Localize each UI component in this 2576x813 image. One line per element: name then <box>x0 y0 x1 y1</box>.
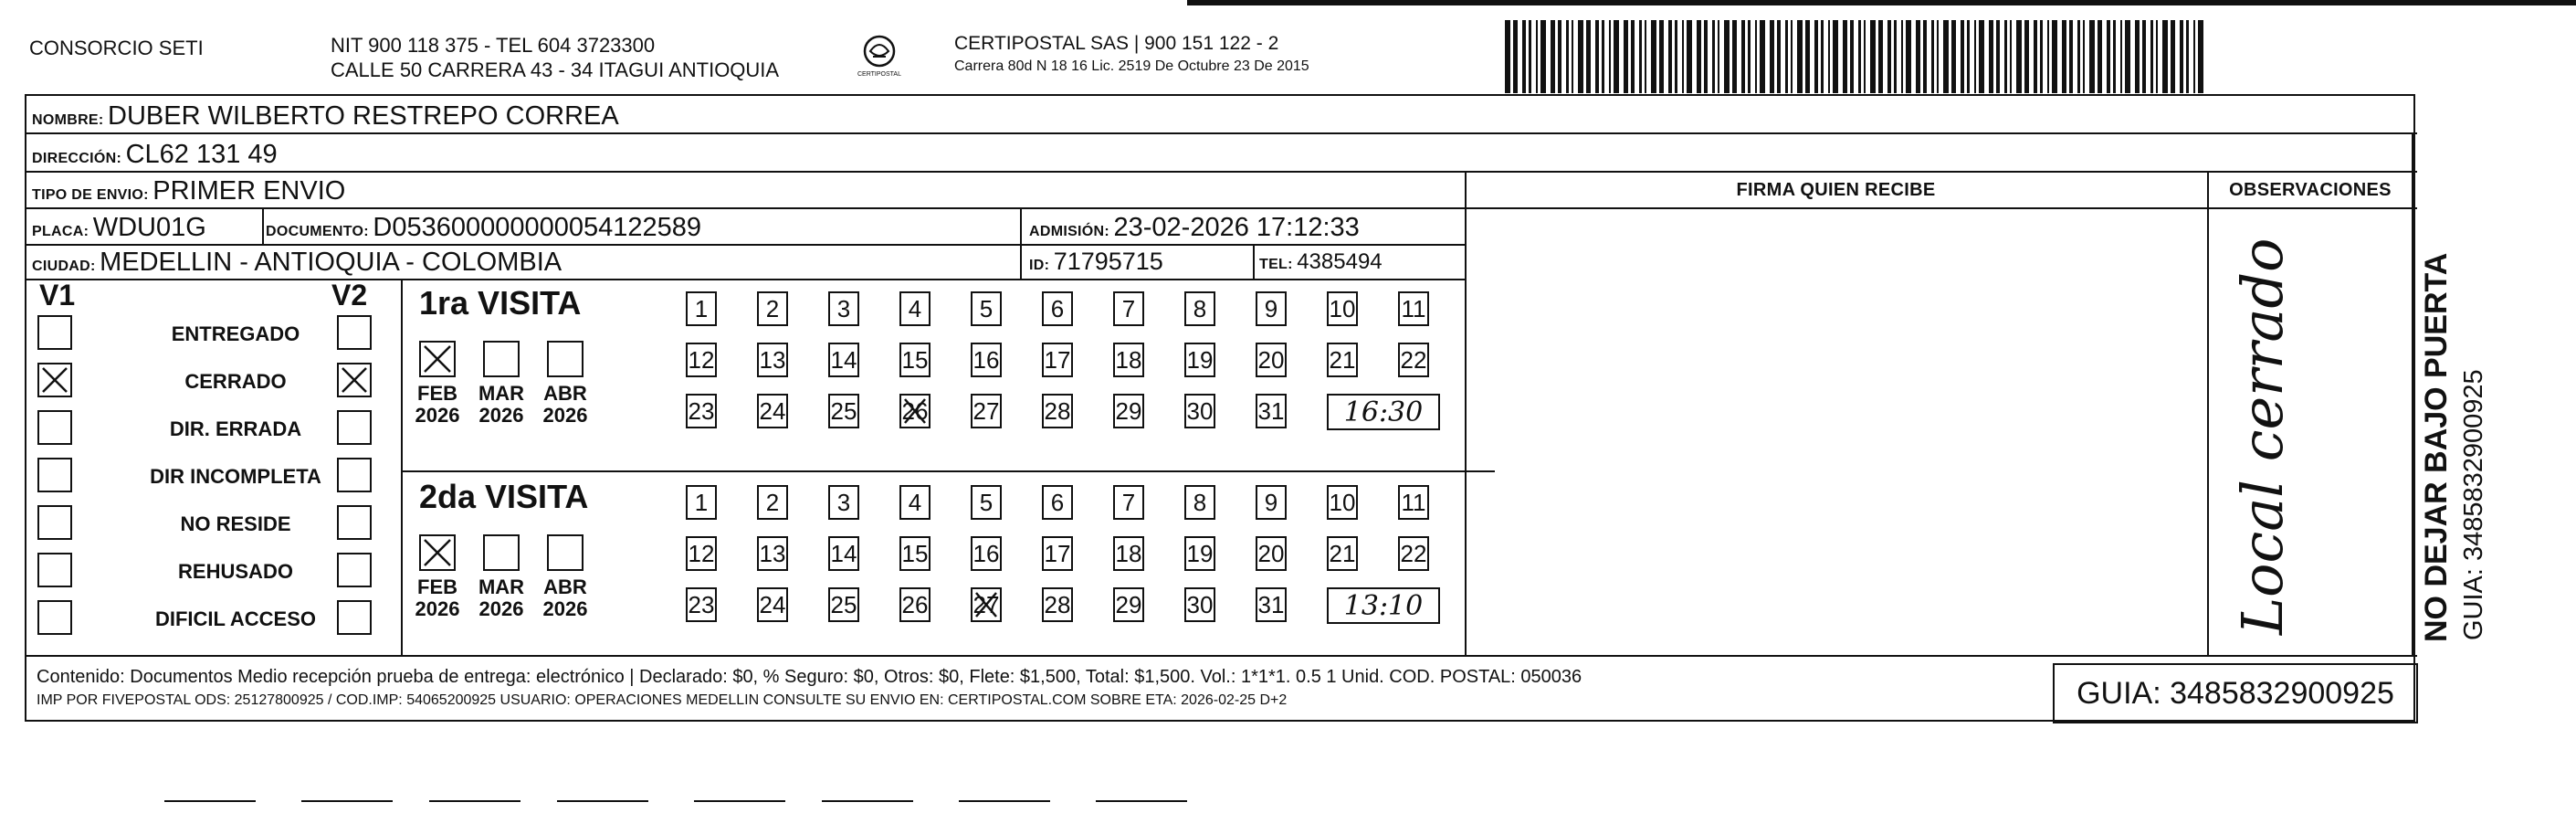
day-box[interactable] <box>1184 485 1215 520</box>
direccion-row <box>32 140 278 170</box>
day-number: 29 <box>1115 397 1142 425</box>
day-number: 5 <box>979 489 994 516</box>
day-box[interactable] <box>899 587 931 622</box>
col-divider <box>1253 244 1255 279</box>
v1-checkbox[interactable] <box>37 315 72 350</box>
firma-header: FIRMA QUIEN RECIBE <box>1736 180 1936 200</box>
day-box[interactable] <box>899 485 931 520</box>
top-edge-bar <box>1187 0 2576 5</box>
day-box[interactable] <box>1042 343 1073 377</box>
day-box[interactable] <box>1327 291 1358 326</box>
day-number: 26 <box>901 591 929 618</box>
day-number: 10 <box>1329 489 1356 516</box>
guia-number: GUIA: 3485832900925 <box>2053 663 2418 723</box>
col-divider <box>1020 244 1022 279</box>
day-box[interactable] <box>686 485 717 520</box>
month-year: 2026 <box>542 404 588 427</box>
day-box[interactable] <box>1256 343 1287 377</box>
month-year: 2026 <box>542 597 588 620</box>
day-number: 9 <box>1264 295 1278 322</box>
month-label <box>536 383 594 427</box>
day-number: 15 <box>901 346 929 374</box>
day-box[interactable] <box>1256 536 1287 571</box>
day-number: 21 <box>1329 540 1356 567</box>
day-box[interactable] <box>1113 536 1144 571</box>
day-number: 2 <box>765 489 780 516</box>
direccion-label: DIRECCIÓN: <box>32 151 122 166</box>
v1-checkbox[interactable] <box>37 363 72 397</box>
tel-label: TEL: <box>1259 257 1293 272</box>
day-number: 3 <box>836 489 851 516</box>
cut-line <box>1096 800 1187 802</box>
day-box[interactable] <box>828 394 859 428</box>
day-number: 19 <box>1186 540 1214 567</box>
day-number: 27 <box>973 397 1000 425</box>
day-number: 13 <box>759 346 786 374</box>
month-label <box>472 576 531 620</box>
day-box[interactable] <box>971 343 1002 377</box>
tipo-envio-row <box>32 176 345 206</box>
day-number: 4 <box>908 489 922 516</box>
day-box[interactable] <box>899 536 931 571</box>
day-box[interactable] <box>899 291 931 326</box>
day-number: 20 <box>1257 540 1285 567</box>
day-number: 18 <box>1115 540 1142 567</box>
day-number: 13 <box>759 540 786 567</box>
month-name: MAR <box>478 575 525 598</box>
v2-checkbox[interactable] <box>337 505 372 540</box>
month-name: ABR <box>543 575 587 598</box>
month-name: ABR <box>543 382 587 405</box>
status-label: DIR. ERRADA <box>169 417 302 440</box>
day-number: 4 <box>908 295 922 322</box>
v1-checkbox[interactable] <box>37 505 72 540</box>
logo-caption: CERTIPOSTAL <box>857 71 901 78</box>
day-box[interactable] <box>1042 536 1073 571</box>
tipo-envio-value: PRIMER ENVIO <box>152 176 346 206</box>
footer-content: Contenido: Documentos Medio recepción prueba de entrega: electrónico | Declarado: $0, % Seguro: $0, Otros: $0, Flete: $1,500, Total: $1,500. Vol.: 1*1*1. 0.5 1 Unid. COD. POSTAL: 050036 <box>37 667 1582 687</box>
day-number: 17 <box>1044 540 1071 567</box>
day-number: 16 <box>973 540 1000 567</box>
observaciones-header: OBSERVACIONES <box>2229 180 2392 200</box>
day-box[interactable] <box>899 394 931 428</box>
v1-checkbox[interactable] <box>37 553 72 587</box>
certipostal-line: CERTIPOSTAL SAS | 900 151 122 - 2 <box>954 33 1279 54</box>
status-label: DIR INCOMPLETA <box>150 465 321 488</box>
day-box[interactable] <box>1184 536 1215 571</box>
day-number: 5 <box>979 295 994 322</box>
id-label: ID: <box>1029 258 1050 273</box>
day-box[interactable] <box>828 291 859 326</box>
visit-divider <box>401 470 1495 472</box>
day-number: 31 <box>1257 591 1285 618</box>
month-label <box>408 576 467 620</box>
status-label: REHUSADO <box>178 560 293 583</box>
day-box[interactable] <box>757 394 788 428</box>
day-number: 28 <box>1044 397 1071 425</box>
direccion-value: CL62 131 49 <box>125 140 278 169</box>
day-box[interactable] <box>971 587 1002 622</box>
v2-checkbox[interactable] <box>337 363 372 397</box>
day-number: 8 <box>1193 295 1207 322</box>
day-number: 8 <box>1193 489 1207 516</box>
day-box[interactable] <box>757 536 788 571</box>
barcode <box>1505 20 2208 93</box>
status-label: NO RESIDE <box>180 512 291 535</box>
day-box[interactable] <box>1042 394 1073 428</box>
status-label: DIFICIL ACCESO <box>154 607 316 630</box>
company-nit-address <box>331 33 779 82</box>
day-box[interactable] <box>1184 291 1215 326</box>
day-box[interactable] <box>1256 587 1287 622</box>
status-label: CERRADO <box>184 370 287 393</box>
v1-checkbox[interactable] <box>37 600 72 635</box>
id-field <box>1029 248 1163 276</box>
nombre-label: NOMBRE: <box>32 112 104 128</box>
day-box[interactable] <box>1327 343 1358 377</box>
day-box[interactable] <box>757 291 788 326</box>
day-number: 12 <box>688 346 715 374</box>
month-checkbox[interactable] <box>483 534 520 571</box>
day-box[interactable] <box>828 485 859 520</box>
day-box[interactable] <box>1256 485 1287 520</box>
ciudad-field <box>32 248 562 278</box>
day-box[interactable] <box>757 343 788 377</box>
month-label <box>472 383 531 427</box>
side-guia: GUIA: 3485832900925 <box>2459 369 2488 640</box>
tipo-envio-label: TIPO DE ENVIO: <box>32 187 149 203</box>
row-divider <box>26 207 2417 209</box>
cut-line <box>959 800 1050 802</box>
day-box[interactable] <box>971 536 1002 571</box>
month-name: MAR <box>478 382 525 405</box>
day-box[interactable] <box>757 587 788 622</box>
day-number: 14 <box>830 346 857 374</box>
certipostal-license: Carrera 80d N 18 16 Lic. 2519 De Octubre 23 De 2015 <box>954 58 1309 74</box>
day-number: 3 <box>836 295 851 322</box>
day-number: 11 <box>1401 489 1426 516</box>
day-box[interactable] <box>686 394 717 428</box>
admision-field <box>1029 213 1360 243</box>
month-checkbox[interactable] <box>547 341 584 377</box>
visit-time[interactable]: 13:10 <box>1327 587 1440 624</box>
day-box[interactable] <box>1184 394 1215 428</box>
certipostal-logo-icon <box>857 33 902 86</box>
day-box[interactable] <box>1113 343 1144 377</box>
month-checkbox[interactable] <box>483 341 520 377</box>
day-number: 21 <box>1329 346 1356 374</box>
day-box[interactable] <box>1184 343 1215 377</box>
v1-checkbox[interactable] <box>37 410 72 445</box>
v2-header: V2 <box>331 279 368 311</box>
day-box[interactable] <box>1256 291 1287 326</box>
day-box[interactable] <box>971 291 1002 326</box>
day-number: 24 <box>759 591 786 618</box>
day-number: 20 <box>1257 346 1285 374</box>
v2-checkbox[interactable] <box>337 410 372 445</box>
side-warning: NO DEJAR BAJO PUERTA <box>2419 252 2454 642</box>
day-number: 15 <box>901 540 929 567</box>
nombre-row <box>32 101 619 132</box>
day-box[interactable] <box>899 343 931 377</box>
day-box[interactable] <box>686 587 717 622</box>
day-number: 22 <box>1400 540 1427 567</box>
day-number: 29 <box>1115 591 1142 618</box>
shipment-form <box>25 94 2488 722</box>
row-divider <box>26 279 1465 280</box>
id-value: 71795715 <box>1053 248 1163 275</box>
day-number: 1 <box>694 295 709 322</box>
v1-header: V1 <box>39 279 76 311</box>
day-box[interactable] <box>1042 587 1073 622</box>
handwritten-observation: Local cerrado <box>2229 238 2296 635</box>
day-number: 7 <box>1121 295 1136 322</box>
day-number: 23 <box>688 397 715 425</box>
day-box[interactable] <box>1042 485 1073 520</box>
day-number: 31 <box>1257 397 1285 425</box>
day-number: 23 <box>688 591 715 618</box>
day-number: 2 <box>765 295 780 322</box>
cut-line <box>694 800 785 802</box>
day-number: 30 <box>1186 397 1214 425</box>
documento-value: D053600000000054122589 <box>373 213 702 242</box>
cut-line <box>557 800 648 802</box>
day-box[interactable] <box>828 536 859 571</box>
admision-label: ADMISIÓN: <box>1029 224 1110 239</box>
day-box[interactable] <box>1256 394 1287 428</box>
day-box[interactable] <box>686 536 717 571</box>
nit-line: NIT 900 118 375 - TEL 604 3723300 <box>331 34 656 57</box>
cut-line <box>822 800 913 802</box>
footer-divider <box>26 655 2417 657</box>
ciudad-value: MEDELLIN - ANTIOQUIA - COLOMBIA <box>100 248 563 277</box>
month-year: 2026 <box>415 404 460 427</box>
day-box[interactable] <box>828 587 859 622</box>
day-box[interactable] <box>1398 485 1429 520</box>
day-box[interactable] <box>1042 291 1073 326</box>
company-name: CONSORCIO SETI <box>29 37 204 59</box>
col-divider <box>2412 132 2413 655</box>
ciudad-label: CIUDAD: <box>32 259 96 274</box>
day-number: 26 <box>901 397 929 425</box>
day-number: 28 <box>1044 591 1071 618</box>
day-box[interactable] <box>1398 536 1429 571</box>
day-number: 17 <box>1044 346 1071 374</box>
month-year: 2026 <box>478 404 524 427</box>
month-year: 2026 <box>415 597 460 620</box>
day-box[interactable] <box>686 291 717 326</box>
day-box[interactable] <box>971 394 1002 428</box>
month-checkbox[interactable] <box>419 341 456 377</box>
day-number: 11 <box>1401 295 1426 322</box>
day-box[interactable] <box>686 343 717 377</box>
placa-field <box>32 213 206 243</box>
day-number: 25 <box>830 397 857 425</box>
col-divider <box>262 207 264 244</box>
day-box[interactable] <box>1398 343 1429 377</box>
v2-checkbox[interactable] <box>337 458 372 492</box>
day-number: 7 <box>1121 489 1136 516</box>
day-box[interactable] <box>757 485 788 520</box>
row-divider <box>26 171 2417 173</box>
address-line: CALLE 50 CARRERA 43 - 34 ITAGUI ANTIOQUIA <box>331 58 780 81</box>
day-box[interactable] <box>1113 394 1144 428</box>
placa-label: PLACA: <box>32 224 89 239</box>
v2-checkbox[interactable] <box>337 553 372 587</box>
day-box[interactable] <box>1327 536 1358 571</box>
day-number: 12 <box>688 540 715 567</box>
day-number: 16 <box>973 346 1000 374</box>
day-number: 22 <box>1400 346 1427 374</box>
day-number: 10 <box>1329 295 1356 322</box>
footer-imp: IMP POR FIVEPOSTAL ODS: 25127800925 / COD.IMP: 54065200925 USUARIO: OPERACIONES MEDELLIN CONSULTE SU ENVIO EN: CERTIPOSTAL.COM SOBRE ETA: 2026-02-25 D+2 <box>37 692 1288 708</box>
visit-title: 1ra VISITA <box>419 284 582 322</box>
day-number: 19 <box>1186 346 1214 374</box>
day-number: 14 <box>830 540 857 567</box>
status-label: ENTREGADO <box>171 322 300 345</box>
month-label <box>536 576 594 620</box>
month-label <box>408 383 467 427</box>
visit-time[interactable]: 16:30 <box>1327 394 1440 430</box>
v2-checkbox[interactable] <box>337 315 372 350</box>
v2-checkbox[interactable] <box>337 600 372 635</box>
col-divider <box>1465 171 1467 655</box>
visit-title: 2da VISITA <box>419 478 589 515</box>
documento-label: DOCUMENTO: <box>266 224 369 239</box>
tel-value: 4385494 <box>1297 249 1383 274</box>
day-box[interactable] <box>971 485 1002 520</box>
day-box[interactable] <box>1184 587 1215 622</box>
day-box[interactable] <box>1398 291 1429 326</box>
day-number: 24 <box>759 397 786 425</box>
day-number: 27 <box>973 591 1000 618</box>
day-box[interactable] <box>1113 291 1144 326</box>
day-box[interactable] <box>1113 485 1144 520</box>
month-year: 2026 <box>478 597 524 620</box>
cut-line <box>164 800 256 802</box>
row-divider <box>26 244 1465 246</box>
day-box[interactable] <box>828 343 859 377</box>
documento-field <box>266 213 701 243</box>
day-number: 25 <box>830 591 857 618</box>
day-box[interactable] <box>1113 587 1144 622</box>
day-number: 6 <box>1050 489 1065 516</box>
col-divider <box>1020 207 1022 244</box>
day-number: 9 <box>1264 489 1278 516</box>
month-checkbox[interactable] <box>419 534 456 571</box>
day-number: 1 <box>694 489 709 516</box>
month-name: FEB <box>417 382 457 405</box>
placa-value: WDU01G <box>92 213 206 242</box>
day-number: 18 <box>1115 346 1142 374</box>
cut-line <box>429 800 520 802</box>
row-divider <box>26 132 2417 134</box>
month-checkbox[interactable] <box>547 534 584 571</box>
col-divider <box>2207 171 2209 655</box>
nombre-value: DUBER WILBERTO RESTREPO CORREA <box>108 101 619 131</box>
cut-line <box>301 800 393 802</box>
admision-value: 23-02-2026 17:12:33 <box>1113 213 1360 242</box>
day-box[interactable] <box>1327 485 1358 520</box>
v1-checkbox[interactable] <box>37 458 72 492</box>
col-divider <box>401 279 403 655</box>
tel-field <box>1259 249 1383 275</box>
day-number: 30 <box>1186 591 1214 618</box>
day-number: 6 <box>1050 295 1065 322</box>
month-name: FEB <box>417 575 457 598</box>
